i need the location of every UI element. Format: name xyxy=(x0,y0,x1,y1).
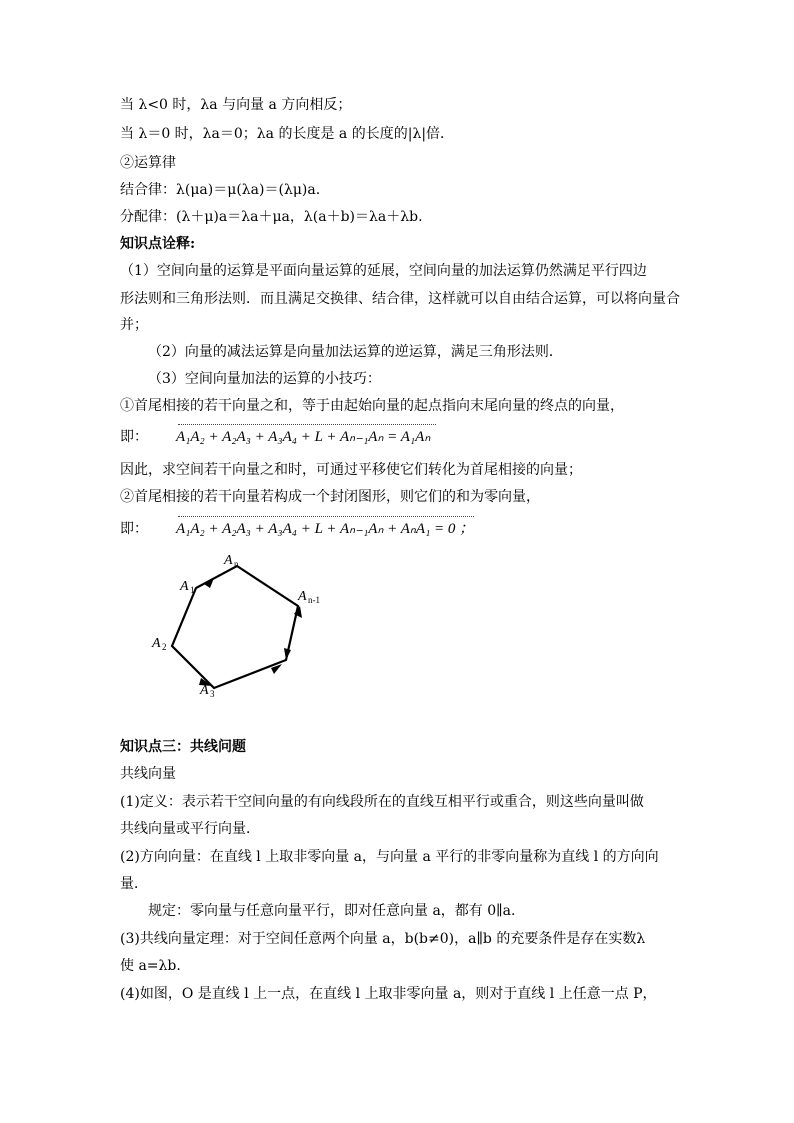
label-a2-sub: 2 xyxy=(162,642,167,652)
formula-arrows-2 xyxy=(178,516,474,522)
line-6-heading: 知识点诠释: xyxy=(120,236,196,252)
label-a3-sub: 3 xyxy=(210,689,215,699)
line-21: (2)方向向量：在直线 l 上取非零向量 a，与向量 a 平行的非零向量称为直线 l 的方向向 xyxy=(120,849,659,865)
line-13-prefix: 即： xyxy=(120,429,148,445)
line-7: （1）空间向量的运算是平面向量运算的延展，空间向量的加法运算仍然满足平行四边 xyxy=(120,263,647,279)
label-a3: A xyxy=(200,683,209,698)
line-9: 并； xyxy=(120,317,148,333)
line-24: (3)共线向量定理：对于空间任意两个向量 a，b(b≠0)，a∥b 的充要条件是存在实数λ xyxy=(120,931,646,947)
zero-vector-formula: A₁A₂ + A₂A₃ + A₃A₄ + L + Aₙ₋₁Aₙ + AₙA₁ = 0 ； xyxy=(176,521,475,537)
vector-sum-formula: A₁A₂ + A₂A₃ + A₃A₄ + L + Aₙ₋₁Aₙ = A₁Aₙ xyxy=(176,429,431,445)
polygon-figure xyxy=(0,548,794,748)
line-2: 当 λ＝0 时，λa＝0；λa 的长度是 a 的长度的|λ|倍． xyxy=(120,126,455,142)
line-5: 分配律：(λ＋μ)a＝λa＋μa，λ(a＋b)＝λa＋λb. xyxy=(120,209,423,225)
label-a1: A xyxy=(180,579,189,594)
line-12: ①首尾相接的若干向量之和，等于由起始向量的起点指向末尾向量的终点的向量， xyxy=(120,398,624,414)
line-4: 结合律：λ(μa)＝μ(λa)＝(λμ)a. xyxy=(120,182,321,198)
label-an-sub: n xyxy=(234,559,239,569)
line-16-prefix: 即： xyxy=(120,521,148,537)
line-8: 形法则和三角形法则．而且满足交换律、结合律，这样就可以自由结合运算，可以将向量合 xyxy=(120,291,680,307)
label-an: A xyxy=(224,553,233,568)
line-20: 共线向量或平行向量． xyxy=(120,821,260,837)
line-18: 共线向量 xyxy=(120,766,176,782)
line-25: 使 a=λb. xyxy=(120,958,181,974)
line-26: (4)如图，O 是直线 l 上一点，在直线 l 上取非零向量 a，则对于直线 l 上任意一点 P， xyxy=(120,986,657,1002)
formula-arrows xyxy=(178,424,436,430)
line-14: 因此，求空间若干向量之和时，可通过平移使它们转化为首尾相接的向量； xyxy=(120,462,582,478)
line-3: ②运算律 xyxy=(120,155,176,171)
line-10: （2）向量的减法运算是向量加法运算的逆运算，满足三角形法则． xyxy=(148,344,563,360)
line-17-heading: 知识点三：共线问题 xyxy=(120,739,246,755)
line-11: （3）空间向量加法的运算的小技巧： xyxy=(148,371,381,387)
label-a1-sub: 1 xyxy=(190,585,195,595)
line-19: (1)定义：表示若干空间向量的有向线段所在的直线互相平行或重合，则这些向量叫做 xyxy=(120,794,644,810)
label-an1-sub: n-1 xyxy=(308,595,320,605)
label-an1: A xyxy=(298,589,307,604)
line-23: 规定：零向量与任意向量平行，即对任意向量 a，都有 0∥a. xyxy=(148,903,516,919)
line-22: 量． xyxy=(120,876,148,892)
line-1: 当 λ<0 时，λa 与向量 a 方向相反； xyxy=(120,97,352,113)
line-15: ②首尾相接的若干向量若构成一个封闭图形，则它们的和为零向量， xyxy=(120,489,540,505)
label-a2: A xyxy=(152,636,161,651)
